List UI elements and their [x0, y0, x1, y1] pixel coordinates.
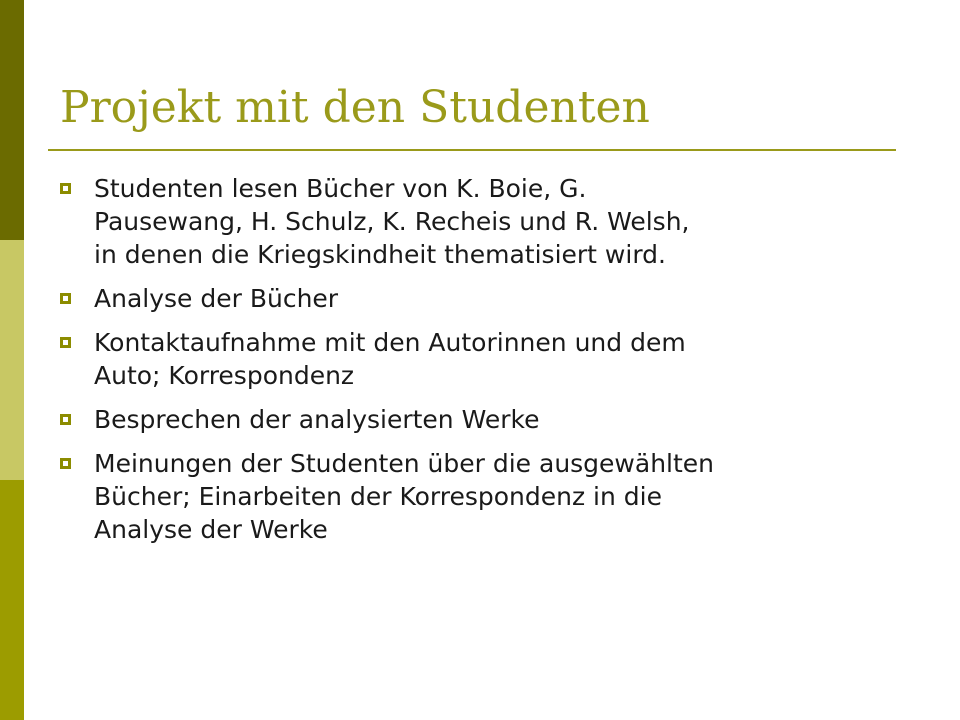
bullet-text: Analyse der Bücher: [94, 284, 339, 313]
square-bullet-icon: [60, 458, 71, 469]
side-bar-middle: [0, 240, 24, 480]
bullet-text: Besprechen der analysierten Werke: [94, 405, 540, 434]
title-underline: [48, 149, 896, 151]
square-bullet-icon: [60, 293, 71, 304]
side-bar-bottom: [0, 480, 24, 720]
bullet-item: [60, 282, 900, 315]
bullet-list: [60, 172, 900, 557]
side-bar-top: [0, 0, 24, 240]
bullet-item: [60, 172, 900, 271]
bullet-text: Studenten lesen Bücher von K. Boie, G. Pausewang, H. Schulz, K. Recheis und R. Welsh, in denen die Kriegskindheit thematisiert wird.: [94, 174, 690, 269]
bullet-item: [60, 326, 900, 392]
bullet-text: Meinungen der Studenten über die ausgewählten Bücher; Einarbeiten der Korrespondenz in die Analyse der Werke: [94, 449, 715, 544]
square-bullet-icon: [60, 183, 71, 194]
slide-title: Projekt mit den Studenten: [60, 82, 650, 133]
bullet-item: [60, 447, 900, 546]
square-bullet-icon: [60, 337, 71, 348]
bullet-item: [60, 403, 900, 436]
square-bullet-icon: [60, 414, 71, 425]
bullet-text: Kontaktaufnahme mit den Autorinnen und dem Auto; Korrespondenz: [94, 328, 686, 390]
